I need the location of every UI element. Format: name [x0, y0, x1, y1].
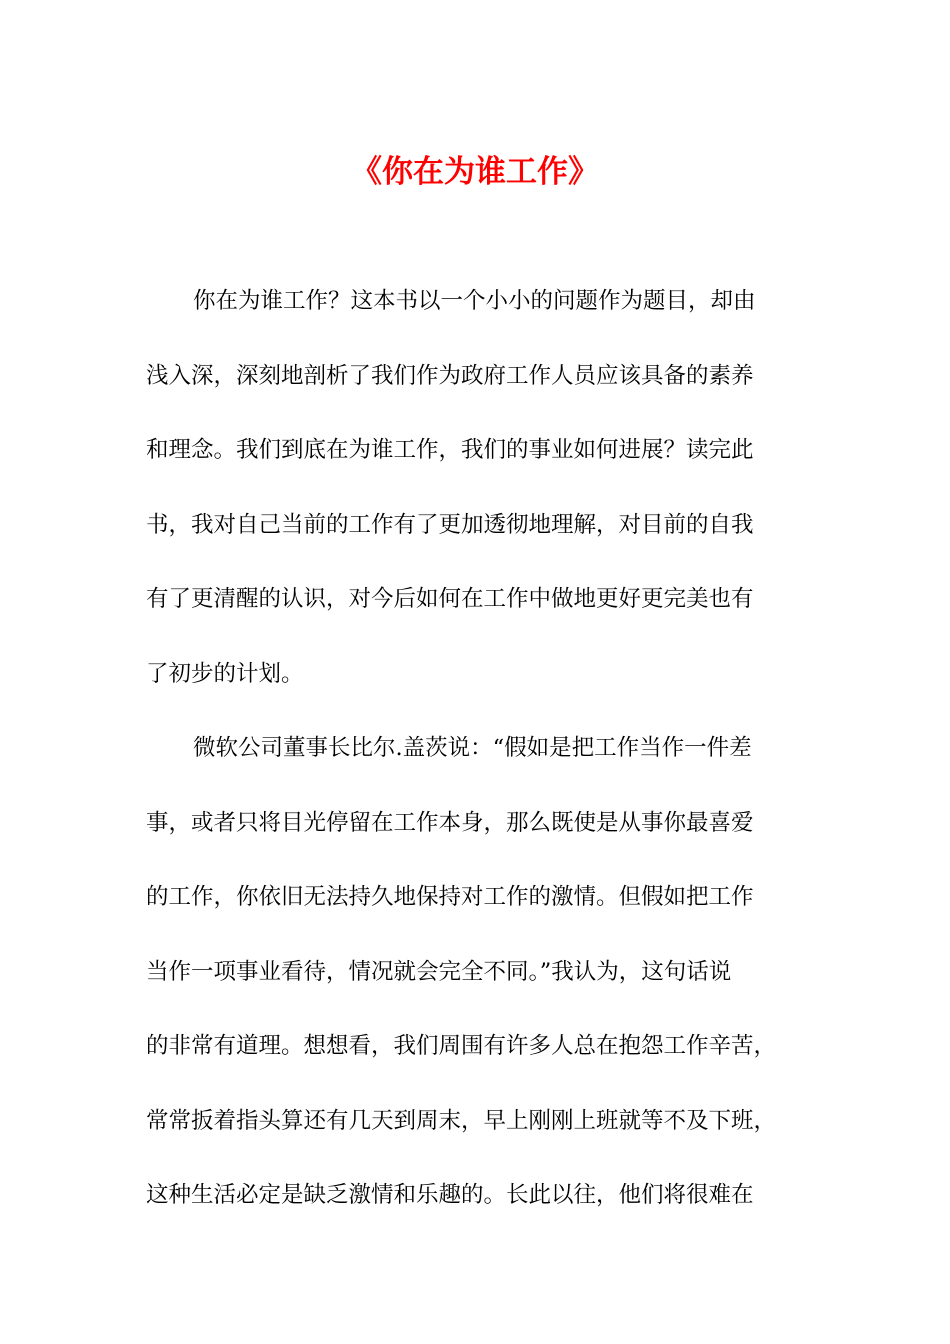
paragraph-1-line-2: 浅入深，深刻地剖析了我们作为政府工作人员应该具备的素养 [146, 362, 754, 389]
paragraph-2-line-2: 事，或者只将目光停留在工作本身，那么既使是从事你最喜爱 [146, 809, 754, 836]
paragraph-2-line-1: 微软公司董事长比尔.盖茨说：“假如是把工作当作一件差 [193, 735, 752, 761]
paragraph-1-line-4: 书，我对自己当前的工作有了更加透彻地理解，对目前的自我 [146, 511, 754, 538]
document-body [146, 264, 804, 1233]
paragraph-2-line-7: 这种生活必定是缺乏激情和乐趣的。长此以往，他们将很难在 [146, 1182, 754, 1208]
paragraph-1-line-6: 了初步的计划。 [146, 660, 304, 687]
paragraph-2-line-6: 常常扳着指头算还有几天到周末，早上刚刚上班就等不及下班， [146, 1107, 777, 1134]
paragraph-2-line-5: 的非常有道理。想想看，我们周围有许多人总在抱怨工作辛苦， [146, 1033, 777, 1059]
paragraph-1-line-3: 和理念。我们到底在为谁工作，我们的事业如何进展？读完此 [146, 437, 754, 463]
document-title: 《你在为谁工作》 [351, 154, 599, 190]
paragraph-2-line-4: 当作一项事业看待，情况就会完全不同。”我认为，这句话说 [146, 958, 732, 985]
paragraph-2-line-3: 的工作，你依旧无法持久地保持对工作的激情。但假如把工作 [146, 884, 754, 910]
paragraph-1-line-1: 你在为谁工作？这本书以一个小小的问题作为题目，却由 [193, 288, 756, 314]
paragraph-1-line-5: 有了更清醒的认识，对今后如何在工作中做地更好更完美也有 [146, 586, 754, 612]
